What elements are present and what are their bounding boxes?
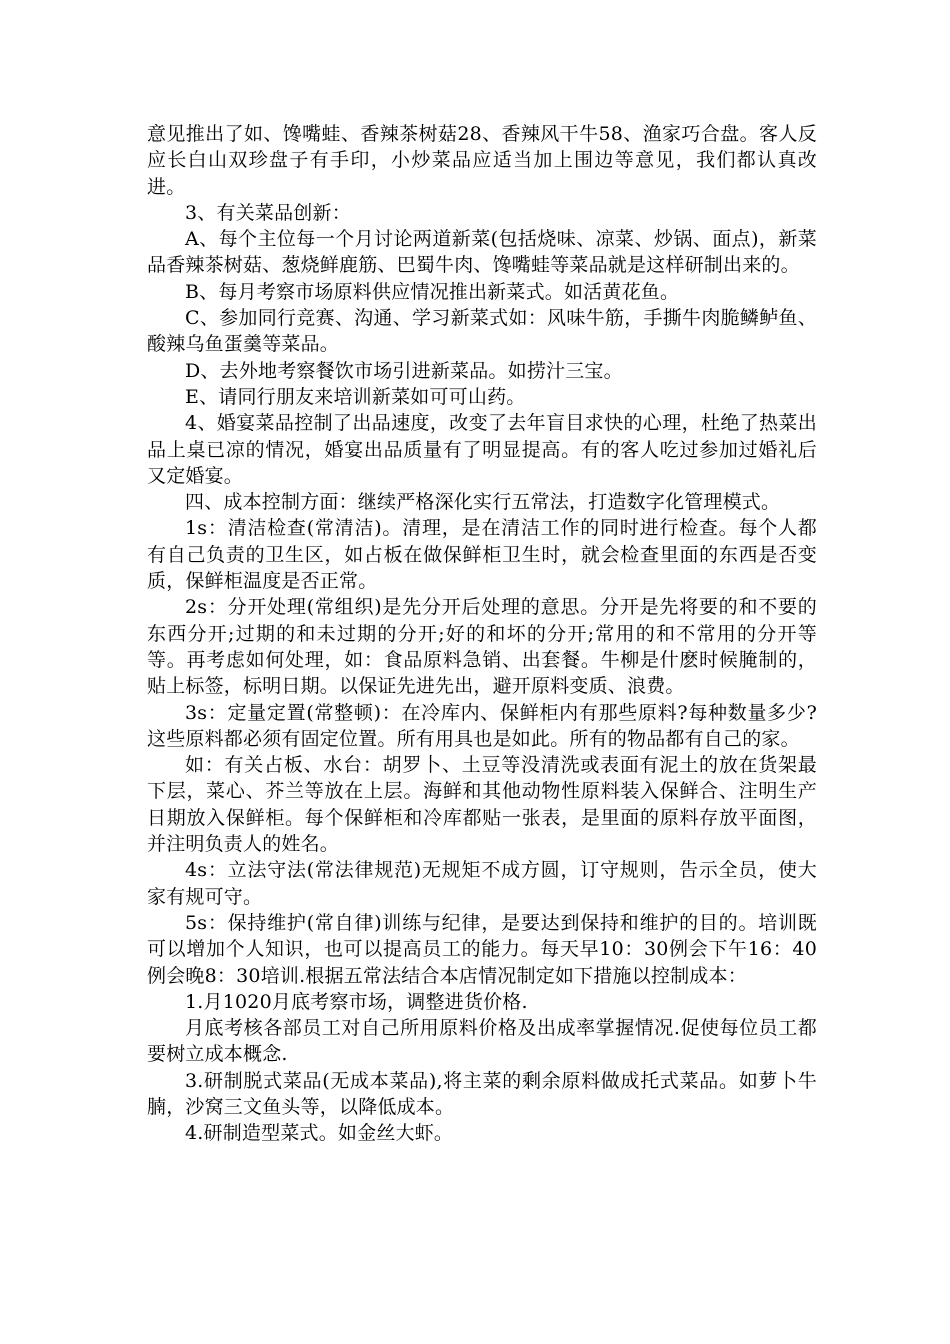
paragraph: E、请同行朋友来培训新菜如可可山药。: [185, 385, 526, 408]
document-body: [147, 121, 817, 1147]
paragraph: C、参加同行竞赛、沟通、学习新菜式如：风味牛筋，手撕牛肉脆鳞鲈鱼、酸辣乌鱼蛋羹等菜品。: [147, 307, 817, 356]
paragraph: 1.月1020月底考察市场，调整进货价格.: [185, 990, 528, 1013]
paragraph: 3s：定量定置(常整顿)：在冷库内、保鲜柜内有那些原料?每种数量多少?这些原料都必须有固定位置。所有用具也是如此。所有的物品都有自己的家。: [147, 701, 817, 750]
paragraph: 1s：清洁检查(常清洁)。清理，是在清洁工作的同时进行检查。每个人都有自己负责的卫生区，如占板在做保鲜柜卫生时，就会检查里面的东西是否变质，保鲜柜温度是否正常。: [147, 517, 817, 593]
paragraph: 4、婚宴菜品控制了出品速度，改变了去年盲目求快的心理，杜绝了热菜出品上桌已凉的情况，婚宴出品质量有了明显提高。有的客人吃过参加过婚礼后又定婚宴。: [147, 412, 817, 487]
section-heading-cost-control: 四、成本控制方面：继续严格深化实行五常法，打造数字化管理模式。: [185, 491, 781, 514]
paragraph: 2s：分开处理(常组织)是先分开后处理的意思。分开是先将要的和不要的东西分开;过期的和未过期的分开;好的和坏的分开;常用的和不常用的分开等等。再考虑如何处理，如：食品原料急销、出套餐。牛柳是什麽时候腌制的，贴上标签，标明日期。以保证先进先出，避开原料变质、浪费。: [147, 596, 817, 698]
paragraph: 如：有关占板、水台：胡罗卜、土豆等没清洗或表面有泥土的放在货架最下层，菜心、芥兰等放在上层。海鲜和其他动物性原料装入保鲜合、注明生产日期放入保鲜柜。每个保鲜柜和冷库都贴一张表，是里面的原料存放平面图，并注明负责人的姓名。: [147, 754, 817, 856]
paragraph: 3、有关菜品创新：: [185, 201, 351, 224]
paragraph: D、去外地考察餐饮市场引进新菜品。如捞汁三宝。: [185, 359, 623, 382]
paragraph: A、每个主位每一个月讨论两道新菜(包括烧味、凉菜、炒锅、面点)，新菜品香辣茶树菇、葱烧鲜鹿筋、巴蜀牛肉、馋嘴蛙等菜品就是这样研制出来的。: [147, 228, 817, 277]
paragraph: 月底考核各部员工对自己所用原料价格及出成率掌握情况.促使每位员工都要树立成本概念.: [147, 1017, 817, 1066]
paragraph: 5s：保持维护(常自律)训练与纪律，是要达到保持和维护的目的。培训既可以增加个人知识，也可以提高员工的能力。每天早10：30例会下午16：40例会晚8：30培训.根据五常法结合本店情况制定如下措施以控制成本：: [147, 911, 817, 987]
paragraph: 4.研制造型菜式。如金丝大虾。: [185, 1122, 454, 1145]
paragraph: 3.研制脱式菜品(无成本菜品),将主菜的剩余原料做成托式菜品。如萝卜牛腩，沙窝三文鱼头等，以降低成本。: [147, 1069, 817, 1118]
paragraph: 意见推出了如、馋嘴蛙、香辣茶树菇28、香辣风干牛58、渔家巧合盘。客人反应长白山双珍盘子有手印，小炒菜品应适当加上围边等意见，我们都认真改进。: [147, 123, 817, 198]
paragraph: 4s：立法守法(常法律规范)无规矩不成方圆，订守规则，告示全员，使大家有规可守。: [147, 859, 817, 908]
paragraph: B、每月考察市场原料供应情况推出新菜式。如活黄花鱼。: [185, 280, 680, 303]
